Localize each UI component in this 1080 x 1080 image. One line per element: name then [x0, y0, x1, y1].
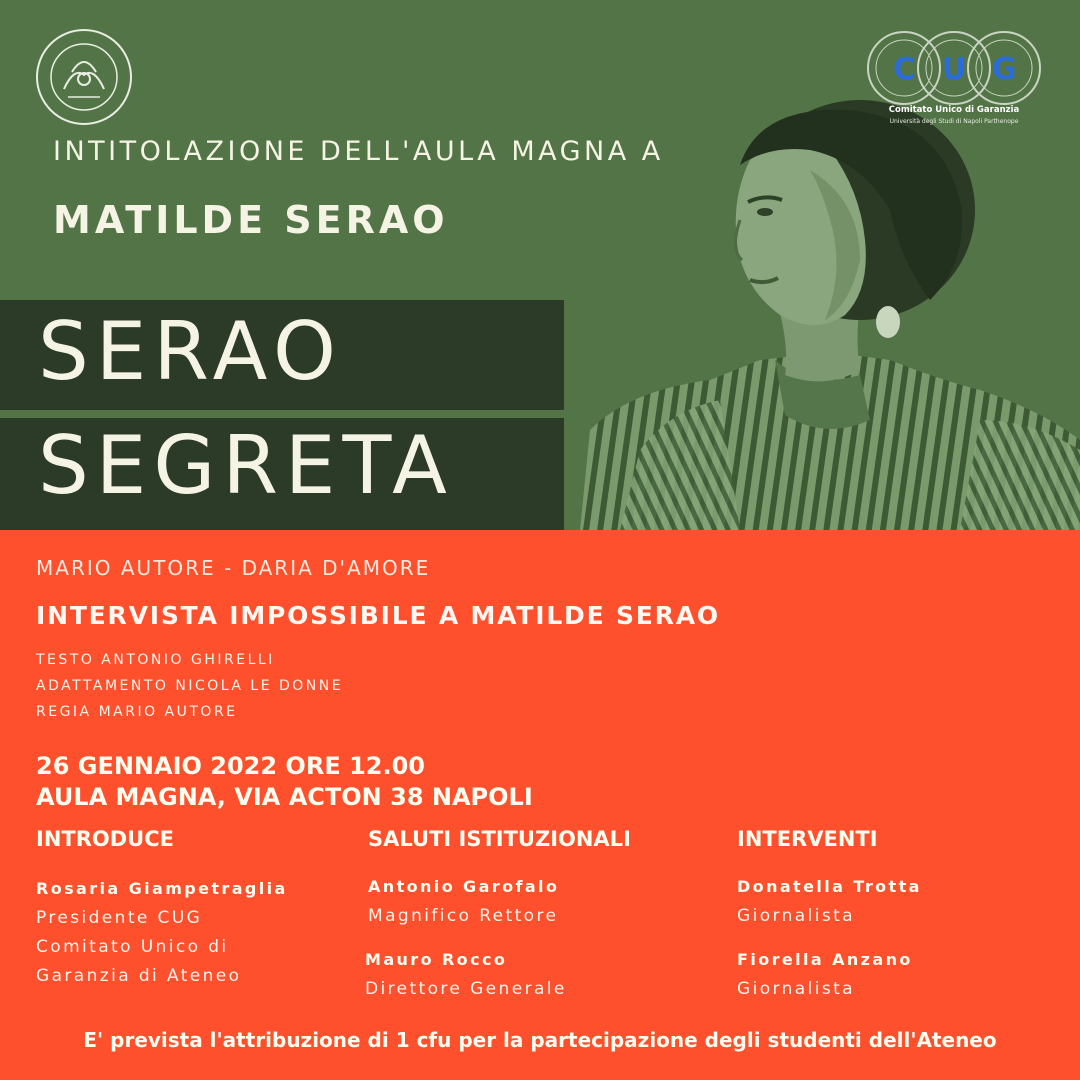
speaker-name: Donatella Trotta — [737, 877, 922, 896]
cug-letter-g: G — [991, 52, 1017, 87]
speaker-role: Giornalista — [737, 979, 855, 999]
authors: MARIO AUTORE - DARIA D'AMORE — [36, 556, 431, 580]
speaker-role: Direttore Generale — [365, 979, 567, 999]
title-line-2: SEGRETA — [38, 419, 454, 512]
cug-letter-u: U — [941, 52, 967, 87]
heading-introduce: INTRODUCE — [36, 827, 174, 851]
cug-letter-c: C — [892, 52, 916, 87]
speaker-role: Magnifico Rettore — [368, 906, 559, 926]
speaker-role: Garanzia di Ateneo — [36, 966, 242, 986]
credit-text: TESTO ANTONIO GHIRELLI — [36, 652, 275, 668]
cug-subcaption: Università degli Studi di Napoli Parthenope — [889, 118, 1019, 125]
speaker-name: Rosaria Giampetraglia — [36, 879, 288, 898]
speaker-name: Mauro Rocco — [365, 950, 508, 969]
heading-interventions: INTERVENTI — [737, 827, 878, 851]
event-venue: AULA MAGNA, VIA ACTON 38 NAPOLI — [36, 783, 533, 811]
speaker-role: Comitato Unico di — [36, 937, 229, 957]
speaker-name: Fiorella Anzano — [737, 950, 913, 969]
dedication-kicker: INTITOLAZIONE DELL'AULA MAGNA A — [53, 136, 664, 167]
speaker-name: Antonio Garofalo — [368, 877, 560, 896]
event-subtitle: INTERVISTA IMPOSSIBILE A MATILDE SERAO — [36, 601, 720, 630]
heading-institutional-greetings: SALUTI ISTITUZIONALI — [368, 827, 631, 851]
credit-adaptation: ADATTAMENTO NICOLA LE DONNE — [36, 678, 344, 694]
credit-direction: REGIA MARIO AUTORE — [36, 704, 238, 720]
credit-notice: E' prevista l'attribuzione di 1 cfu per la partecipazione degli studenti dell'Ateneo — [83, 1028, 997, 1052]
speaker-role: Presidente CUG — [36, 908, 203, 928]
university-seal-logo — [34, 27, 134, 127]
cug-rings-icon — [866, 28, 1042, 108]
title-line-1: SERAO — [38, 305, 343, 398]
cug-logo — [866, 28, 1042, 128]
top-panel — [0, 0, 1080, 530]
speaker-role: Giornalista — [737, 906, 855, 926]
cug-caption: Comitato Unico di Garanzia — [888, 105, 1020, 115]
honoree-name: MATILDE SERAO — [53, 198, 449, 242]
event-date: 26 GENNAIO 2022 ORE 12.00 — [36, 752, 425, 780]
